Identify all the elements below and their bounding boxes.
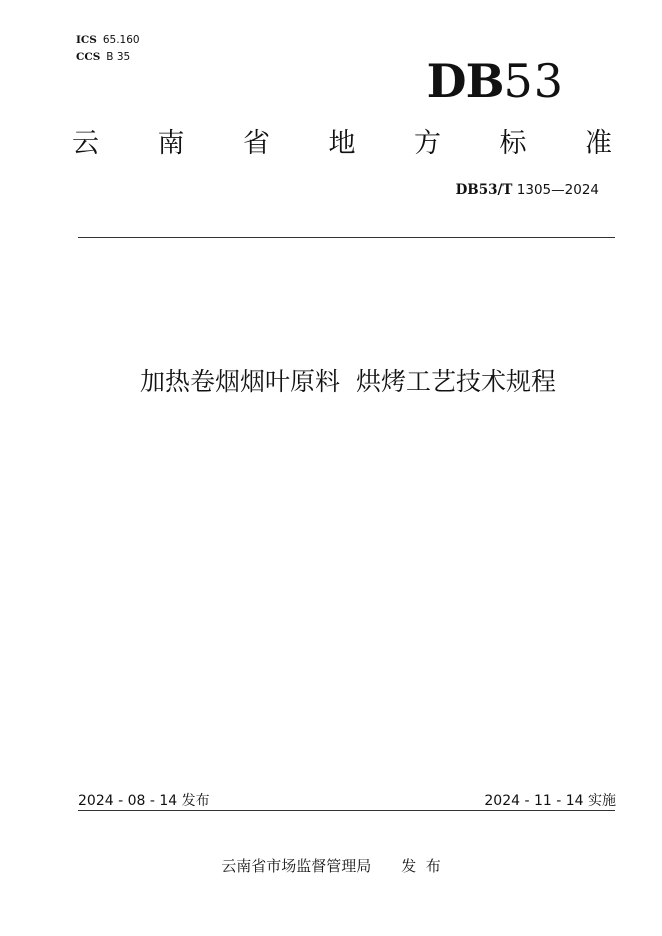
category-char: 标 bbox=[499, 128, 527, 159]
standard-number-value: 1305—2024 bbox=[516, 182, 599, 198]
standard-mark-logo bbox=[426, 54, 564, 108]
top-divider bbox=[78, 237, 615, 238]
category-char: 云 bbox=[72, 128, 99, 159]
ics-code-row bbox=[76, 32, 140, 49]
standard-category-title bbox=[72, 126, 612, 162]
category-char: 准 bbox=[585, 128, 612, 159]
category-char: 方 bbox=[414, 128, 441, 159]
ccs-label: CCS bbox=[76, 51, 101, 63]
ics-value: 65.160 bbox=[102, 34, 140, 46]
bottom-divider bbox=[78, 810, 615, 811]
category-char: 省 bbox=[243, 128, 270, 159]
issuer-action: 发 布 bbox=[401, 857, 441, 875]
classification-codes bbox=[76, 32, 140, 66]
issuer-name: 云南省市场监督管理局 bbox=[221, 857, 372, 875]
ccs-value: B 35 bbox=[106, 51, 131, 63]
category-char: 南 bbox=[157, 128, 185, 159]
implement-date: 2024 - 11 - 14 实施 bbox=[484, 793, 616, 809]
category-char: 地 bbox=[328, 128, 356, 159]
ccs-code-row bbox=[76, 49, 140, 66]
standard-number-prefix: DB53/T bbox=[455, 182, 513, 198]
document-title: 加热卷烟烟叶原料 烘烤工艺技术规程 bbox=[140, 367, 556, 396]
standard-number bbox=[456, 182, 599, 198]
standard-mark-letters: DB bbox=[426, 54, 504, 108]
standard-mark-number: 53 bbox=[503, 54, 564, 108]
ics-label: ICS bbox=[76, 34, 97, 46]
publish-date: 2024 - 08 - 14 发布 bbox=[78, 793, 210, 809]
issuer-line bbox=[0, 855, 662, 876]
